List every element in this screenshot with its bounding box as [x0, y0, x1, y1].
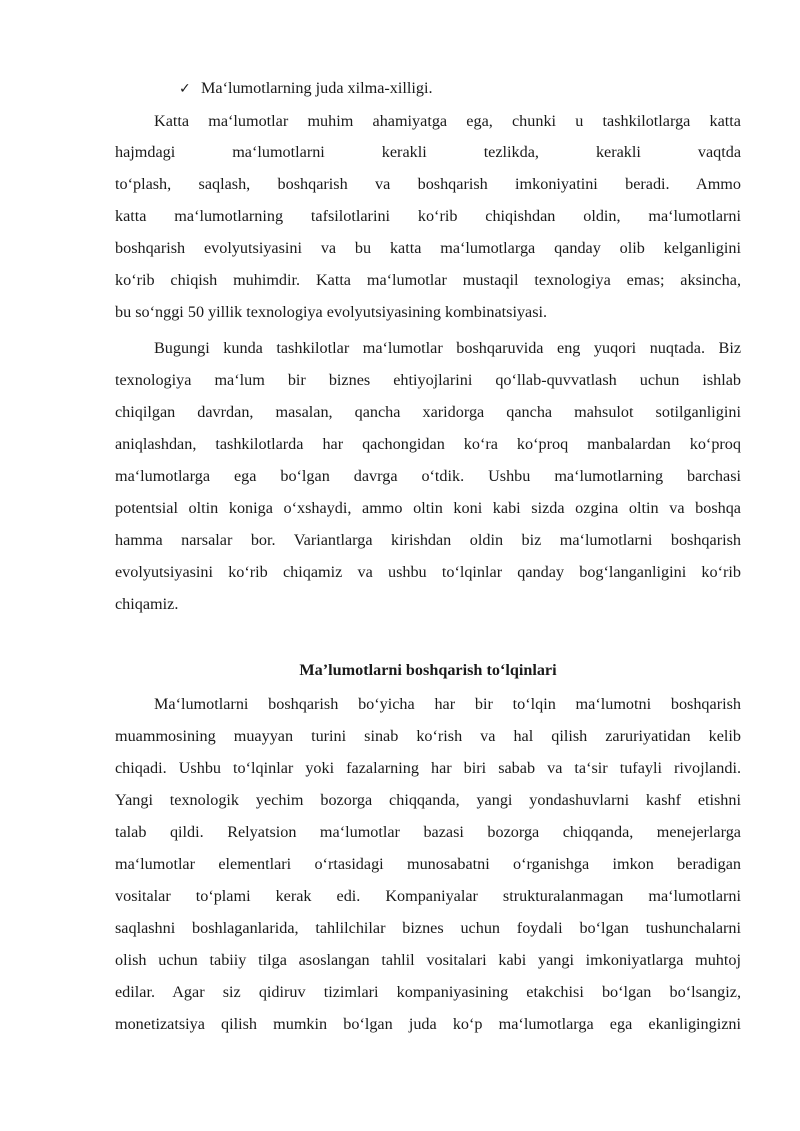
paragraph-line: boshqarish evolyutsiyasini va bu katta maʻlumotlarga qanday olib kelganligini	[115, 239, 741, 257]
paragraph-line: evolyutsiyasini koʻrib chiqamiz va ushbu toʻlqinlar qanday bogʻlanganligini koʻrib	[115, 563, 741, 581]
paragraph-line: olish uchun tabiiy tilga asoslangan tahlil vositalari kabi yangi imkoniyatlarga muhtoj	[115, 951, 741, 969]
paragraph-line: Maʻlumotlarni boshqarish boʻyicha har bir toʻlqin maʻlumotni boshqarish	[154, 695, 741, 713]
paragraph-line: saqlashni boshlaganlarida, tahlilchilar biznes uchun foydali boʻlgan tushunchalarni	[115, 919, 741, 937]
paragraph-line: bu soʻnggi 50 yillik texnologiya evolyutsiyasining kombinatsiyasi.	[115, 303, 548, 321]
paragraph-line: chiqadi. Ushbu toʻlqinlar yoki fazalarning har biri sabab va taʻsir tufayli rivojlandi.	[115, 759, 741, 777]
paragraph-line: hajmdagi maʻlumotlarni kerakli tezlikda, kerakli vaqtda	[115, 143, 741, 161]
bullet-text: Maʻlumotlarning juda xilma-xilligi.	[201, 79, 433, 97]
paragraph-line: chiqamiz.	[115, 595, 179, 613]
paragraph-line: vositalar toʻplami kerak edi. Kompaniyalar strukturalanmagan maʻlumotlarni	[115, 887, 741, 905]
paragraph-line: Yangi texnologik yechim bozorga chiqqanda, yangi yondashuvlarni kashf etishni	[115, 791, 741, 809]
paragraph-line: Katta maʻlumotlar muhim ahamiyatga ega, chunki u tashkilotlarga katta	[154, 112, 741, 130]
paragraph-line: hamma narsalar bor. Variantlarga kirishdan oldin biz maʻlumotlarni boshqarish	[115, 531, 741, 549]
paragraph-line: toʻplash, saqlash, boshqarish va boshqarish imkoniyatini beradi. Ammo	[115, 175, 741, 193]
paragraph-line: maʻlumotlarga ega boʻlgan davrga oʻtdik. Ushbu maʻlumotlarning barchasi	[115, 467, 741, 485]
paragraph-line: edilar. Agar siz qidiruv tizimlari kompaniyasining etakchisi boʻlgan boʻlsangiz,	[115, 983, 741, 1001]
paragraph-line: aniqlashdan, tashkilotlarda har qachongidan koʻra koʻproq manbalardan koʻproq	[115, 435, 741, 453]
paragraph-line: maʻlumotlar elementlari oʻrtasidagi munosabatni oʻrganishga imkon beradigan	[115, 855, 741, 873]
paragraph-line: muammosining muayyan turini sinab koʻrish va hal qilish zaruriyatidan kelib	[115, 727, 741, 745]
bullet-item	[179, 76, 433, 100]
paragraph-line: potentsial oltin koniga oʻxshaydi, ammo oltin koni kabi sizda ozgina oltin va boshqa	[115, 499, 741, 517]
section-heading: Ma’lumotlarni boshqarish toʻlqinlari	[299, 661, 557, 679]
paragraph-line: Bugungi kunda tashkilotlar maʻlumotlar boshqaruvida eng yuqori nuqtada. Biz	[154, 339, 741, 357]
paragraph-line: katta maʻlumotlarning tafsilotlarini koʻrib chiqishdan oldin, maʻlumotlarni	[115, 207, 741, 225]
paragraph-line: talab qildi. Relyatsion maʻlumotlar bazasi bozorga chiqqanda, menejerlarga	[115, 823, 741, 841]
paragraph-line: chiqilgan davrdan, masalan, qancha xaridorga qancha mahsulot sotilganligini	[115, 403, 741, 421]
check-mark-icon: ✓	[179, 81, 191, 97]
paragraph-line: koʻrib chiqish muhimdir. Katta maʻlumotlar mustaqil texnologiya emas; aksincha,	[115, 271, 741, 289]
paragraph-line: monetizatsiya qilish mumkin boʻlgan juda koʻp maʻlumotlarga ega ekanligingizni	[115, 1015, 741, 1033]
paragraph-line: texnologiya maʻlum bir biznes ehtiyojlarini qoʻllab-quvvatlash uchun ishlab	[115, 371, 741, 389]
